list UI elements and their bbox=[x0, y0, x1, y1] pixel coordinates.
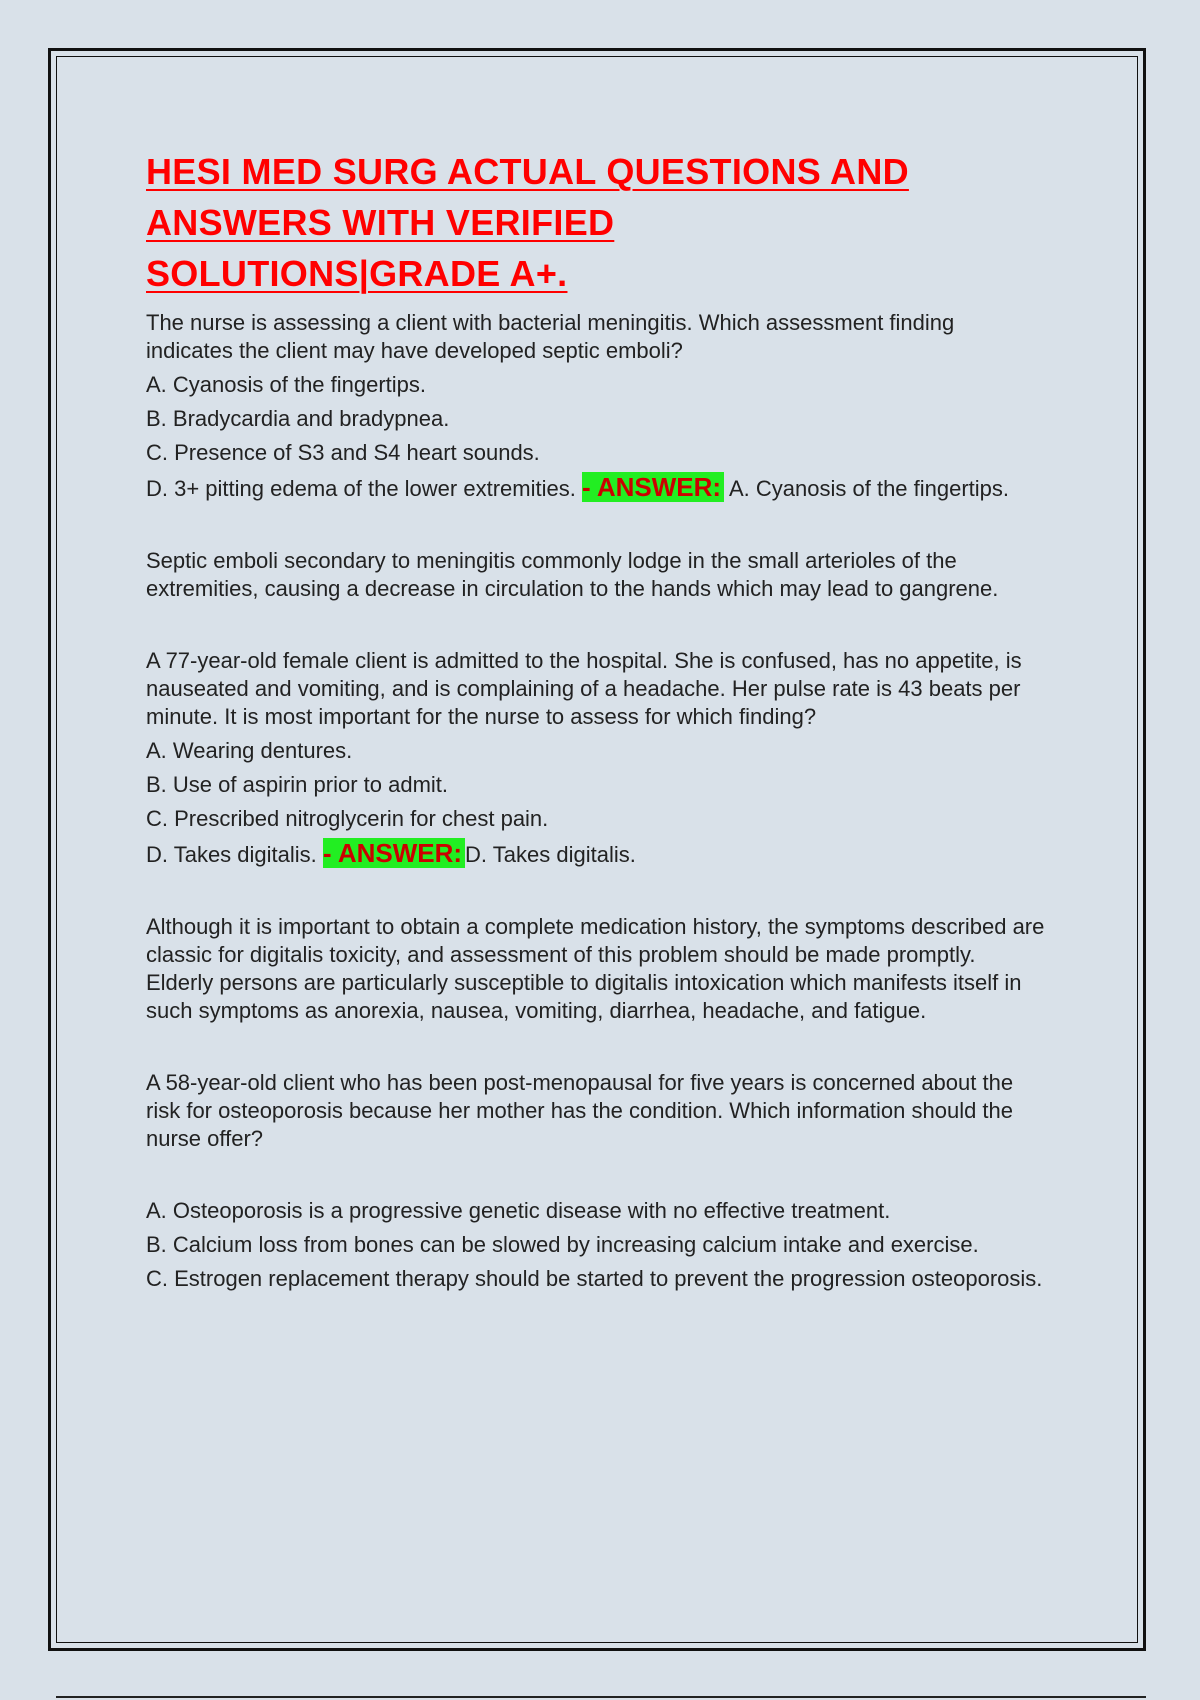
title-line-1: HESI MED SURG ACTUAL QUESTIONS AND bbox=[146, 151, 909, 192]
question-1-option-d: D. 3+ pitting edema of the lower extremities. bbox=[146, 476, 576, 501]
title-line-3: SOLUTIONS|GRADE A+. bbox=[146, 253, 568, 294]
question-1 bbox=[146, 309, 1046, 603]
title-line-2: ANSWERS WITH VERIFIED bbox=[146, 202, 615, 243]
question-3-option-a: A. Osteoporosis is a progressive genetic disease with no effective treatment. bbox=[146, 1198, 891, 1223]
document-title bbox=[146, 146, 1046, 299]
question-2 bbox=[146, 647, 1046, 1025]
question-1-option-c: C. Presence of S3 and S4 heart sounds. bbox=[146, 440, 540, 465]
answer-marker: - ANSWER: bbox=[582, 472, 724, 502]
question-1-stem: The nurse is assessing a client with bacterial meningitis. Which assessment finding indicates the client may have developed septic emboli? bbox=[146, 310, 955, 363]
question-2-answer: D. Takes digitalis. bbox=[465, 842, 636, 867]
question-1-rationale: Septic emboli secondary to meningitis commonly lodge in the small arterioles of the extremities, causing a decrease in circulation to the hands which may lead to gangrene. bbox=[146, 548, 999, 601]
question-2-option-b: B. Use of aspirin prior to admit. bbox=[146, 772, 449, 797]
question-2-option-d-line bbox=[146, 839, 1046, 869]
question-1-option-b: B. Bradycardia and bradypnea. bbox=[146, 406, 450, 431]
question-3 bbox=[146, 1069, 1046, 1293]
question-2-option-c: C. Prescribed nitroglycerin for chest pain. bbox=[146, 806, 549, 831]
document-content bbox=[146, 146, 1046, 1293]
question-2-option-d: D. Takes digitalis. bbox=[146, 842, 317, 867]
question-2-stem: A 77-year-old female client is admitted to the hospital. She is confused, has no appetite, is nauseated and vomiting, and is complaining of a headache. Her pulse rate is 43 beats per minute. It is most important for the nurse to assess for which finding? bbox=[146, 648, 1022, 729]
question-3-stem: A 58-year-old client who has been post-menopausal for five years is concerned about the risk for osteoporosis because her mother has the condition. Which information should the nurse offer? bbox=[146, 1070, 1014, 1151]
question-2-option-a: A. Wearing dentures. bbox=[146, 738, 353, 763]
question-3-option-b: B. Calcium loss from bones can be slowed by increasing calcium intake and exercise. bbox=[146, 1232, 979, 1257]
question-1-answer: A. Cyanosis of the fingertips. bbox=[729, 476, 1010, 501]
page-bottom-rule bbox=[56, 1696, 1146, 1698]
question-1-option-d-line bbox=[146, 473, 1046, 503]
question-3-option-c: C. Estrogen replacement therapy should be started to prevent the progression osteoporosis. bbox=[146, 1266, 1043, 1291]
answer-marker: - ANSWER: bbox=[323, 838, 465, 868]
question-1-option-a: A. Cyanosis of the fingertips. bbox=[146, 372, 427, 397]
question-2-rationale: Although it is important to obtain a complete medication history, the symptoms described are classic for digitalis toxicity, and assessment of this problem should be made promptly. Elderly persons are particularly susceptible to digitalis intoxication which manifests itself in such symptoms as anorexia, nausea, vomiting, diarrhea, headache, and fatigue. bbox=[146, 914, 1045, 1023]
